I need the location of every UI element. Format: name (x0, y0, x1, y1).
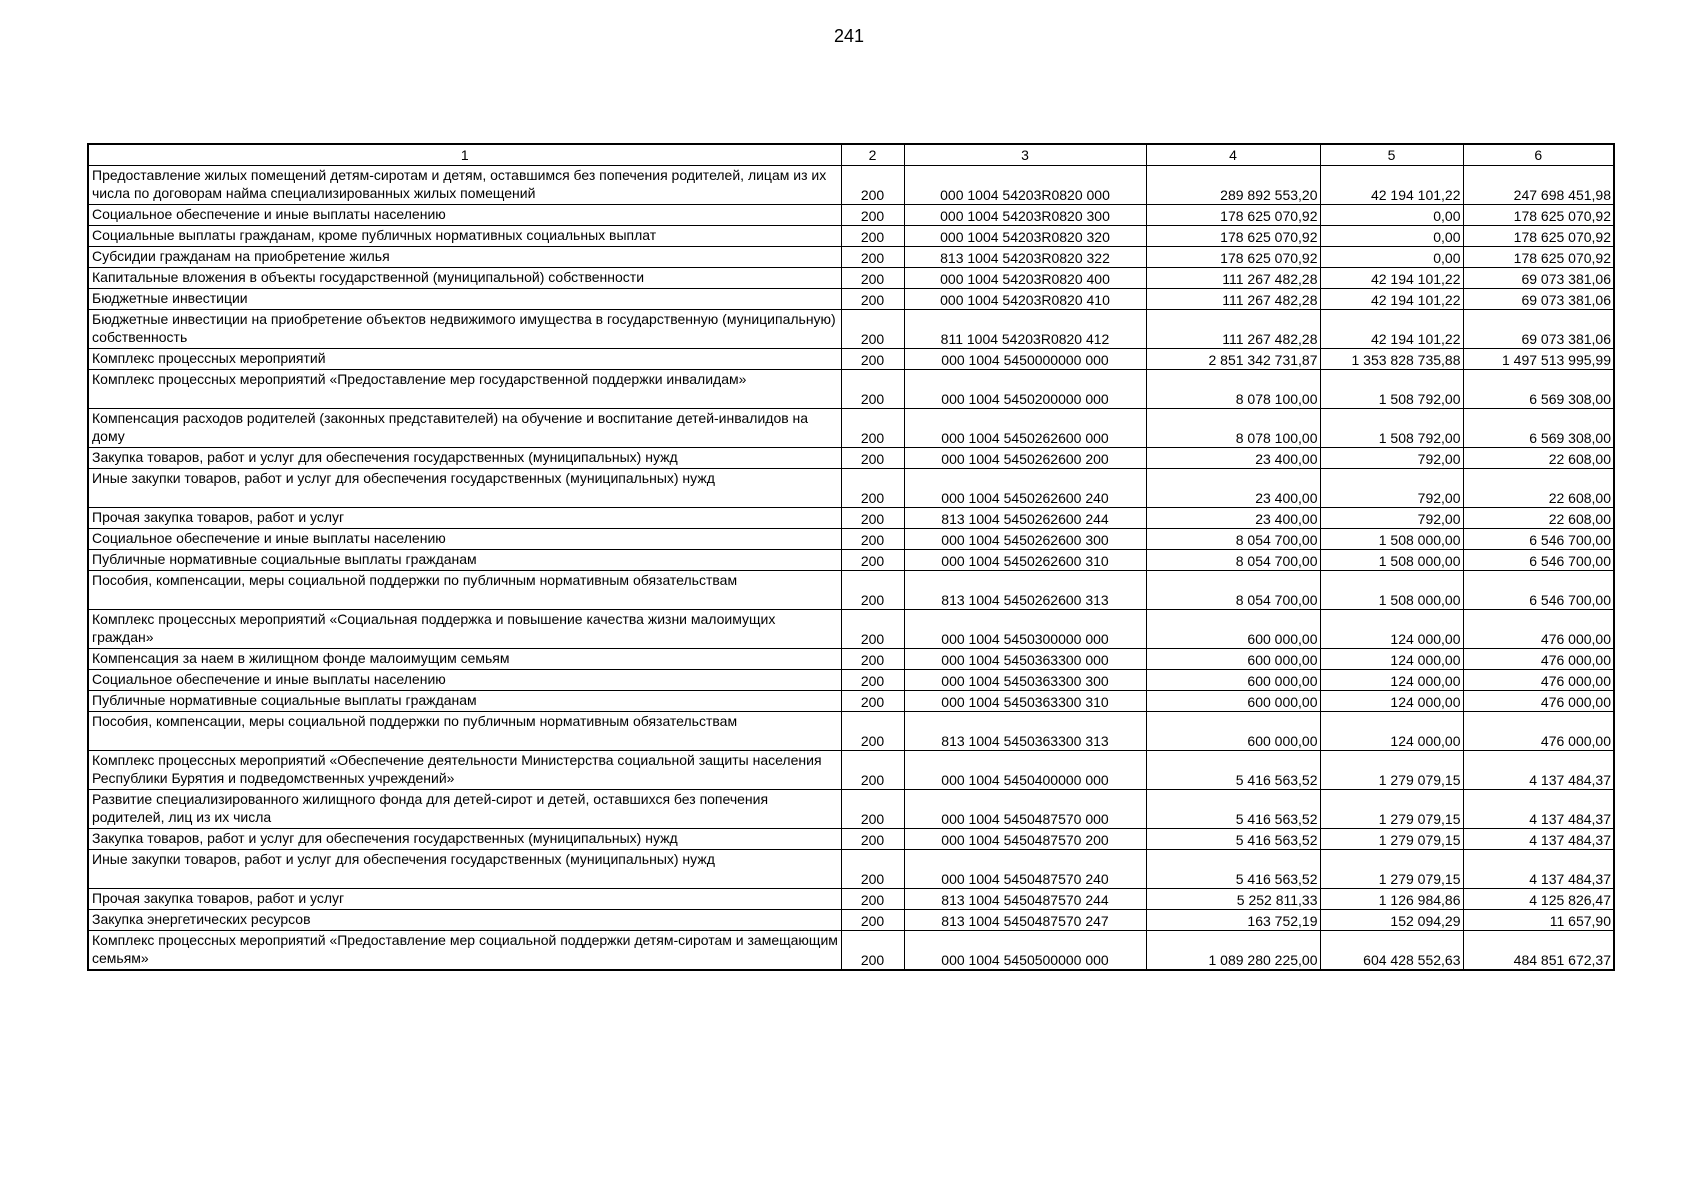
row-name-cell: Публичные нормативные социальные выплаты гражданам (88, 550, 841, 571)
row-line-code-cell: 200 (841, 712, 904, 751)
column-header-6: 6 (1463, 144, 1614, 166)
row-executed-cell: 42 194 101,22 (1320, 289, 1463, 310)
row-name-cell: Пособия, компенсации, меры социальной поддержки по публичным нормативным обязательствам (88, 571, 841, 610)
row-unexecuted-cell: 6 546 700,00 (1463, 529, 1614, 550)
row-executed-cell: 42 194 101,22 (1320, 268, 1463, 289)
table-row (88, 751, 1614, 790)
row-approved-cell: 5 416 563,52 (1146, 751, 1320, 790)
row-line-code-cell: 200 (841, 610, 904, 649)
row-budget-code-cell: 000 1004 5450400000 000 (904, 751, 1146, 790)
row-unexecuted-cell: 484 851 672,37 (1463, 931, 1614, 971)
row-budget-code-cell: 000 1004 5450363300 300 (904, 670, 1146, 691)
row-approved-cell: 163 752,19 (1146, 910, 1320, 931)
row-unexecuted-cell: 69 073 381,06 (1463, 289, 1614, 310)
row-name-cell: Бюджетные инвестиции (88, 289, 841, 310)
row-name-cell: Прочая закупка товаров, работ и услуг (88, 508, 841, 529)
table-row (88, 448, 1614, 469)
row-unexecuted-cell: 6 546 700,00 (1463, 550, 1614, 571)
row-approved-cell: 600 000,00 (1146, 712, 1320, 751)
row-unexecuted-cell: 1 497 513 995,99 (1463, 349, 1614, 370)
table-row (88, 205, 1614, 226)
row-approved-cell: 8 054 700,00 (1146, 529, 1320, 550)
row-name-cell: Капитальные вложения в объекты государственной (муниципальной) собственности (88, 268, 841, 289)
row-approved-cell: 5 416 563,52 (1146, 829, 1320, 850)
row-unexecuted-cell: 178 625 070,92 (1463, 226, 1614, 247)
row-approved-cell: 5 416 563,52 (1146, 790, 1320, 829)
row-approved-cell: 178 625 070,92 (1146, 226, 1320, 247)
row-line-code-cell: 200 (841, 829, 904, 850)
row-line-code-cell: 200 (841, 448, 904, 469)
row-executed-cell: 0,00 (1320, 226, 1463, 247)
row-name-cell: Комплекс процессных мероприятий «Предоставление мер государственной поддержки инвалидам» (88, 370, 841, 409)
row-budget-code-cell: 000 1004 5450262600 200 (904, 448, 1146, 469)
row-budget-code-cell: 000 1004 5450262600 240 (904, 469, 1146, 508)
table-row (88, 310, 1614, 349)
row-approved-cell: 600 000,00 (1146, 691, 1320, 712)
row-budget-code-cell: 000 1004 5450363300 000 (904, 649, 1146, 670)
row-line-code-cell: 200 (841, 166, 904, 205)
table-row (88, 850, 1614, 889)
row-unexecuted-cell: 476 000,00 (1463, 712, 1614, 751)
table-row (88, 550, 1614, 571)
row-name-cell: Закупка энергетических ресурсов (88, 910, 841, 931)
row-name-cell: Пособия, компенсации, меры социальной поддержки по публичным нормативным обязательствам (88, 712, 841, 751)
row-name-cell: Предоставление жилых помещений детям-сиротам и детям, оставшимся без попечения родителей, лицам из их числа по договорам найма специализированных жилых помещений (88, 166, 841, 205)
row-executed-cell: 1 508 792,00 (1320, 409, 1463, 448)
row-budget-code-cell: 813 1004 5450487570 247 (904, 910, 1146, 931)
row-executed-cell: 604 428 552,63 (1320, 931, 1463, 971)
row-line-code-cell: 200 (841, 226, 904, 247)
table-body (88, 144, 1614, 970)
row-name-cell: Публичные нормативные социальные выплаты гражданам (88, 691, 841, 712)
row-approved-cell: 23 400,00 (1146, 469, 1320, 508)
table-row (88, 712, 1614, 751)
row-approved-cell: 8 054 700,00 (1146, 550, 1320, 571)
row-executed-cell: 1 508 792,00 (1320, 370, 1463, 409)
row-unexecuted-cell: 6 569 308,00 (1463, 409, 1614, 448)
table-row (88, 931, 1614, 971)
row-unexecuted-cell: 6 569 308,00 (1463, 370, 1614, 409)
row-budget-code-cell: 000 1004 54203R0820 410 (904, 289, 1146, 310)
row-name-cell: Социальные выплаты гражданам, кроме публичных нормативных социальных выплат (88, 226, 841, 247)
row-line-code-cell: 200 (841, 910, 904, 931)
table-row (88, 247, 1614, 268)
row-executed-cell: 0,00 (1320, 205, 1463, 226)
column-header-row (88, 144, 1614, 166)
row-unexecuted-cell: 22 608,00 (1463, 448, 1614, 469)
row-budget-code-cell: 000 1004 54203R0820 400 (904, 268, 1146, 289)
row-unexecuted-cell: 69 073 381,06 (1463, 310, 1614, 349)
row-unexecuted-cell: 476 000,00 (1463, 691, 1614, 712)
row-unexecuted-cell: 22 608,00 (1463, 469, 1614, 508)
row-unexecuted-cell: 476 000,00 (1463, 610, 1614, 649)
row-name-cell: Субсидии гражданам на приобретение жилья (88, 247, 841, 268)
row-name-cell: Иные закупки товаров, работ и услуг для обеспечения государственных (муниципальных) нужд (88, 469, 841, 508)
row-approved-cell: 8 078 100,00 (1146, 409, 1320, 448)
table-row (88, 409, 1614, 448)
row-approved-cell: 1 089 280 225,00 (1146, 931, 1320, 971)
row-approved-cell: 600 000,00 (1146, 670, 1320, 691)
table-row (88, 610, 1614, 649)
budget-table (87, 143, 1615, 971)
row-approved-cell: 2 851 342 731,87 (1146, 349, 1320, 370)
row-unexecuted-cell: 476 000,00 (1463, 649, 1614, 670)
column-header-3: 3 (904, 144, 1146, 166)
row-budget-code-cell: 000 1004 5450363300 310 (904, 691, 1146, 712)
table-row (88, 508, 1614, 529)
row-name-cell: Социальное обеспечение и иные выплаты населению (88, 529, 841, 550)
row-executed-cell: 124 000,00 (1320, 670, 1463, 691)
row-executed-cell: 124 000,00 (1320, 691, 1463, 712)
row-executed-cell: 792,00 (1320, 469, 1463, 508)
row-unexecuted-cell: 22 608,00 (1463, 508, 1614, 529)
row-unexecuted-cell: 4 137 484,37 (1463, 790, 1614, 829)
table-row (88, 349, 1614, 370)
row-name-cell: Закупка товаров, работ и услуг для обеспечения государственных (муниципальных) нужд (88, 448, 841, 469)
row-approved-cell: 8 054 700,00 (1146, 571, 1320, 610)
row-name-cell: Комплекс процессных мероприятий (88, 349, 841, 370)
row-executed-cell: 1 508 000,00 (1320, 550, 1463, 571)
row-line-code-cell: 200 (841, 289, 904, 310)
row-line-code-cell: 200 (841, 670, 904, 691)
row-line-code-cell: 200 (841, 931, 904, 971)
row-approved-cell: 111 267 482,28 (1146, 310, 1320, 349)
row-name-cell: Компенсация за наем в жилищном фонде малоимущим семьям (88, 649, 841, 670)
row-unexecuted-cell: 4 137 484,37 (1463, 850, 1614, 889)
row-unexecuted-cell: 178 625 070,92 (1463, 205, 1614, 226)
row-name-cell: Иные закупки товаров, работ и услуг для обеспечения государственных (муниципальных) нужд (88, 850, 841, 889)
row-line-code-cell: 200 (841, 469, 904, 508)
row-budget-code-cell: 000 1004 5450300000 000 (904, 610, 1146, 649)
row-executed-cell: 1 279 079,15 (1320, 790, 1463, 829)
row-line-code-cell: 200 (841, 409, 904, 448)
row-name-cell: Социальное обеспечение и иные выплаты населению (88, 205, 841, 226)
row-approved-cell: 600 000,00 (1146, 610, 1320, 649)
table-row (88, 166, 1614, 205)
row-budget-code-cell: 000 1004 5450487570 240 (904, 850, 1146, 889)
row-name-cell: Социальное обеспечение и иные выплаты населению (88, 670, 841, 691)
row-executed-cell: 1 353 828 735,88 (1320, 349, 1463, 370)
table-row (88, 370, 1614, 409)
row-line-code-cell: 200 (841, 349, 904, 370)
row-line-code-cell: 200 (841, 508, 904, 529)
row-budget-code-cell: 813 1004 5450262600 313 (904, 571, 1146, 610)
table-row (88, 829, 1614, 850)
row-approved-cell: 23 400,00 (1146, 508, 1320, 529)
row-unexecuted-cell: 4 137 484,37 (1463, 751, 1614, 790)
row-budget-code-cell: 000 1004 5450262600 000 (904, 409, 1146, 448)
row-line-code-cell: 200 (841, 370, 904, 409)
column-header-4: 4 (1146, 144, 1320, 166)
row-line-code-cell: 200 (841, 649, 904, 670)
row-line-code-cell: 200 (841, 205, 904, 226)
row-budget-code-cell: 000 1004 54203R0820 300 (904, 205, 1146, 226)
row-name-cell: Прочая закупка товаров, работ и услуг (88, 889, 841, 910)
row-budget-code-cell: 811 1004 54203R0820 412 (904, 310, 1146, 349)
row-line-code-cell: 200 (841, 751, 904, 790)
row-executed-cell: 42 194 101,22 (1320, 166, 1463, 205)
row-budget-code-cell: 000 1004 5450000000 000 (904, 349, 1146, 370)
row-name-cell: Комплекс процессных мероприятий «Социальная поддержка и повышение качества жизни малоимущих граждан» (88, 610, 841, 649)
row-budget-code-cell: 000 1004 5450262600 300 (904, 529, 1146, 550)
column-header-2: 2 (841, 144, 904, 166)
table-row (88, 649, 1614, 670)
table-row (88, 469, 1614, 508)
table-row (88, 910, 1614, 931)
row-line-code-cell: 200 (841, 550, 904, 571)
table-row (88, 268, 1614, 289)
table-row (88, 670, 1614, 691)
table-row (88, 226, 1614, 247)
row-budget-code-cell: 000 1004 5450487570 200 (904, 829, 1146, 850)
row-unexecuted-cell: 4 125 826,47 (1463, 889, 1614, 910)
row-name-cell: Компенсация расходов родителей (законных представителей) на обучение и воспитание детей-инвалидов на дому (88, 409, 841, 448)
row-executed-cell: 1 508 000,00 (1320, 529, 1463, 550)
row-name-cell: Развитие специализированного жилищного фонда для детей-сирот и детей, оставшихся без попечения родителей, лиц из их числа (88, 790, 841, 829)
row-budget-code-cell: 000 1004 5450262600 310 (904, 550, 1146, 571)
row-budget-code-cell: 000 1004 5450487570 000 (904, 790, 1146, 829)
row-budget-code-cell: 813 1004 5450262600 244 (904, 508, 1146, 529)
row-executed-cell: 1 279 079,15 (1320, 751, 1463, 790)
row-unexecuted-cell: 247 698 451,98 (1463, 166, 1614, 205)
row-unexecuted-cell: 6 546 700,00 (1463, 571, 1614, 610)
row-approved-cell: 178 625 070,92 (1146, 205, 1320, 226)
table-row (88, 529, 1614, 550)
row-executed-cell: 0,00 (1320, 247, 1463, 268)
table-row (88, 790, 1614, 829)
row-approved-cell: 111 267 482,28 (1146, 268, 1320, 289)
row-unexecuted-cell: 4 137 484,37 (1463, 829, 1614, 850)
row-executed-cell: 124 000,00 (1320, 610, 1463, 649)
row-line-code-cell: 200 (841, 889, 904, 910)
row-executed-cell: 1 126 984,86 (1320, 889, 1463, 910)
column-header-5: 5 (1320, 144, 1463, 166)
row-approved-cell: 111 267 482,28 (1146, 289, 1320, 310)
row-budget-code-cell: 000 1004 54203R0820 320 (904, 226, 1146, 247)
row-approved-cell: 289 892 553,20 (1146, 166, 1320, 205)
row-executed-cell: 1 279 079,15 (1320, 829, 1463, 850)
row-unexecuted-cell: 476 000,00 (1463, 670, 1614, 691)
row-line-code-cell: 200 (841, 790, 904, 829)
row-executed-cell: 42 194 101,22 (1320, 310, 1463, 349)
row-approved-cell: 5 252 811,33 (1146, 889, 1320, 910)
row-line-code-cell: 200 (841, 310, 904, 349)
row-executed-cell: 792,00 (1320, 508, 1463, 529)
row-budget-code-cell: 000 1004 5450200000 000 (904, 370, 1146, 409)
row-executed-cell: 1 279 079,15 (1320, 850, 1463, 889)
row-unexecuted-cell: 69 073 381,06 (1463, 268, 1614, 289)
row-line-code-cell: 200 (841, 571, 904, 610)
page-number: 241 (833, 26, 865, 46)
row-executed-cell: 1 508 000,00 (1320, 571, 1463, 610)
row-name-cell: Комплекс процессных мероприятий «Предоставление мер социальной поддержки детям-сиротам и замещающим семьям» (88, 931, 841, 971)
row-line-code-cell: 200 (841, 691, 904, 712)
row-line-code-cell: 200 (841, 268, 904, 289)
row-line-code-cell: 200 (841, 850, 904, 889)
row-budget-code-cell: 000 1004 54203R0820 000 (904, 166, 1146, 205)
row-unexecuted-cell: 178 625 070,92 (1463, 247, 1614, 268)
row-name-cell: Бюджетные инвестиции на приобретение объектов недвижимого имущества в государственную (муниципальную) собственность (88, 310, 841, 349)
row-approved-cell: 178 625 070,92 (1146, 247, 1320, 268)
row-line-code-cell: 200 (841, 247, 904, 268)
table-row (88, 691, 1614, 712)
row-executed-cell: 792,00 (1320, 448, 1463, 469)
row-unexecuted-cell: 11 657,90 (1463, 910, 1614, 931)
row-budget-code-cell: 813 1004 5450487570 244 (904, 889, 1146, 910)
row-executed-cell: 124 000,00 (1320, 712, 1463, 751)
row-line-code-cell: 200 (841, 529, 904, 550)
row-name-cell: Комплекс процессных мероприятий «Обеспечение деятельности Министерства социальной защиты населения Республики Бурятия и подведомственных учреждений» (88, 751, 841, 790)
table-row (88, 889, 1614, 910)
row-approved-cell: 23 400,00 (1146, 448, 1320, 469)
row-executed-cell: 152 094,29 (1320, 910, 1463, 931)
column-header-1: 1 (88, 144, 841, 166)
row-executed-cell: 124 000,00 (1320, 649, 1463, 670)
row-approved-cell: 5 416 563,52 (1146, 850, 1320, 889)
row-approved-cell: 600 000,00 (1146, 649, 1320, 670)
row-budget-code-cell: 813 1004 5450363300 313 (904, 712, 1146, 751)
row-budget-code-cell: 000 1004 5450500000 000 (904, 931, 1146, 971)
row-approved-cell: 8 078 100,00 (1146, 370, 1320, 409)
row-name-cell: Закупка товаров, работ и услуг для обеспечения государственных (муниципальных) нужд (88, 829, 841, 850)
row-budget-code-cell: 813 1004 54203R0820 322 (904, 247, 1146, 268)
table-row (88, 289, 1614, 310)
table-row (88, 571, 1614, 610)
